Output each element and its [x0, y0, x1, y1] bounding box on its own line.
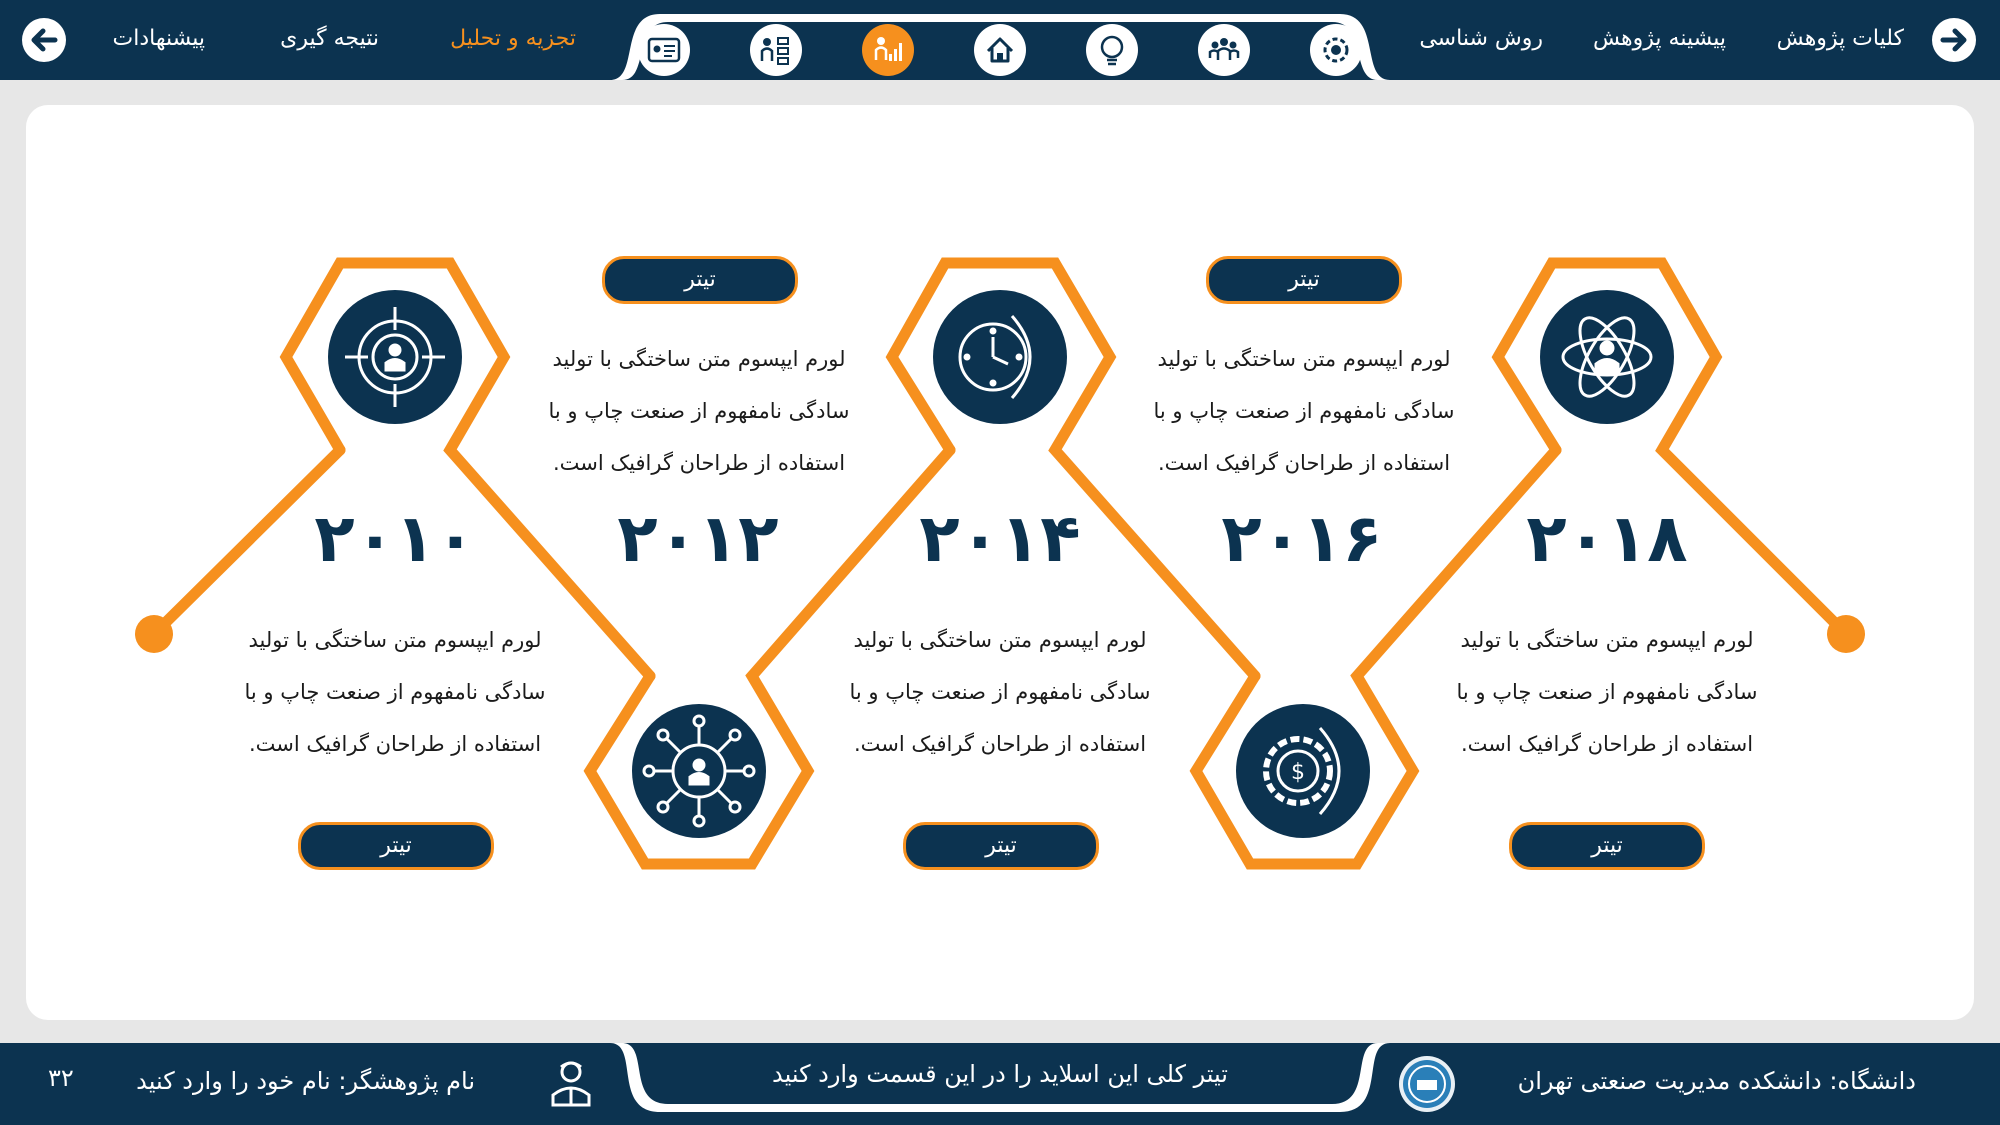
nav-link-methodology[interactable]: روش شناسی	[1419, 26, 1543, 51]
timeline-title-5: تیتر	[1509, 822, 1705, 870]
researcher-avatar	[548, 1057, 594, 1107]
nav-link-research-overview[interactable]: کلیات پژوهش	[1776, 26, 1904, 51]
description-line: لورم ایپسوم متن ساختگی با تولید	[1460, 628, 1754, 652]
description-line: سادگی نامفهوم از صنعت چاپ و با	[849, 680, 1151, 704]
description-line: استفاده از طراحان گرافیک است.	[552, 451, 846, 475]
description-line: استفاده از طراحان گرافیک است.	[853, 732, 1147, 756]
nav-link-literature-review[interactable]: پیشینه پژوهش	[1593, 26, 1726, 51]
description-line: لورم ایپسوم متن ساختگی با تولید	[552, 347, 846, 371]
description-line: سادگی نامفهوم از صنعت چاپ و با	[548, 399, 850, 423]
description-line: استفاده از طراحان گرافیک است.	[1460, 732, 1754, 756]
university-seal-icon	[1399, 1056, 1455, 1112]
description-line: استفاده از طراحان گرافیک است.	[248, 732, 542, 756]
description-line: لورم ایپسوم متن ساختگی با تولید	[1157, 347, 1451, 371]
svg-text:$: $	[1291, 760, 1305, 785]
nav-link-conclusion[interactable]: نتیجه گیری	[280, 26, 379, 51]
timeline-year-5: ۲۰۱۸	[1526, 500, 1688, 577]
nav-link-analysis[interactable]: تجزیه و تحلیل	[450, 26, 576, 51]
slide-title: تیتر کلی این اسلاید را در این قسمت وارد کنید	[772, 1060, 1228, 1088]
timeline-year-1: ۲۰۱۰	[314, 500, 476, 577]
timeline-title-4: تیتر	[1206, 256, 1402, 304]
description-line: سادگی نامفهوم از صنعت چاپ و با	[1456, 680, 1758, 704]
timeline-year-4: ۲۰۱۶	[1221, 500, 1383, 577]
timeline-title-1: تیتر	[298, 822, 494, 870]
description-line: لورم ایپسوم متن ساختگی با تولید	[248, 628, 542, 652]
description-line: سادگی نامفهوم از صنعت چاپ و با	[1153, 399, 1455, 423]
timeline-title-2: تیتر	[602, 256, 798, 304]
description-line: سادگی نامفهوم از صنعت چاپ و با	[244, 680, 546, 704]
university-label: دانشگاه: دانشکده مدیریت صنعتی تهران	[1517, 1067, 1916, 1095]
timeline-year-2: ۲۰۱۲	[617, 500, 779, 577]
description-line: استفاده از طراحان گرافیک است.	[1157, 451, 1451, 475]
timeline-year-3: ۲۰۱۴	[919, 500, 1081, 577]
nav-link-suggestions[interactable]: پیشنهادات	[112, 26, 205, 51]
university-logo	[1399, 1056, 1455, 1112]
researcher-name: نام پژوهشگر: نام خود را وارد کنید	[136, 1067, 475, 1095]
timeline-title-3: تیتر	[903, 822, 1099, 870]
page-number: ۳۲	[48, 1064, 74, 1092]
user-avatar-icon	[548, 1057, 594, 1107]
description-line: لورم ایپسوم متن ساختگی با تولید	[853, 628, 1147, 652]
